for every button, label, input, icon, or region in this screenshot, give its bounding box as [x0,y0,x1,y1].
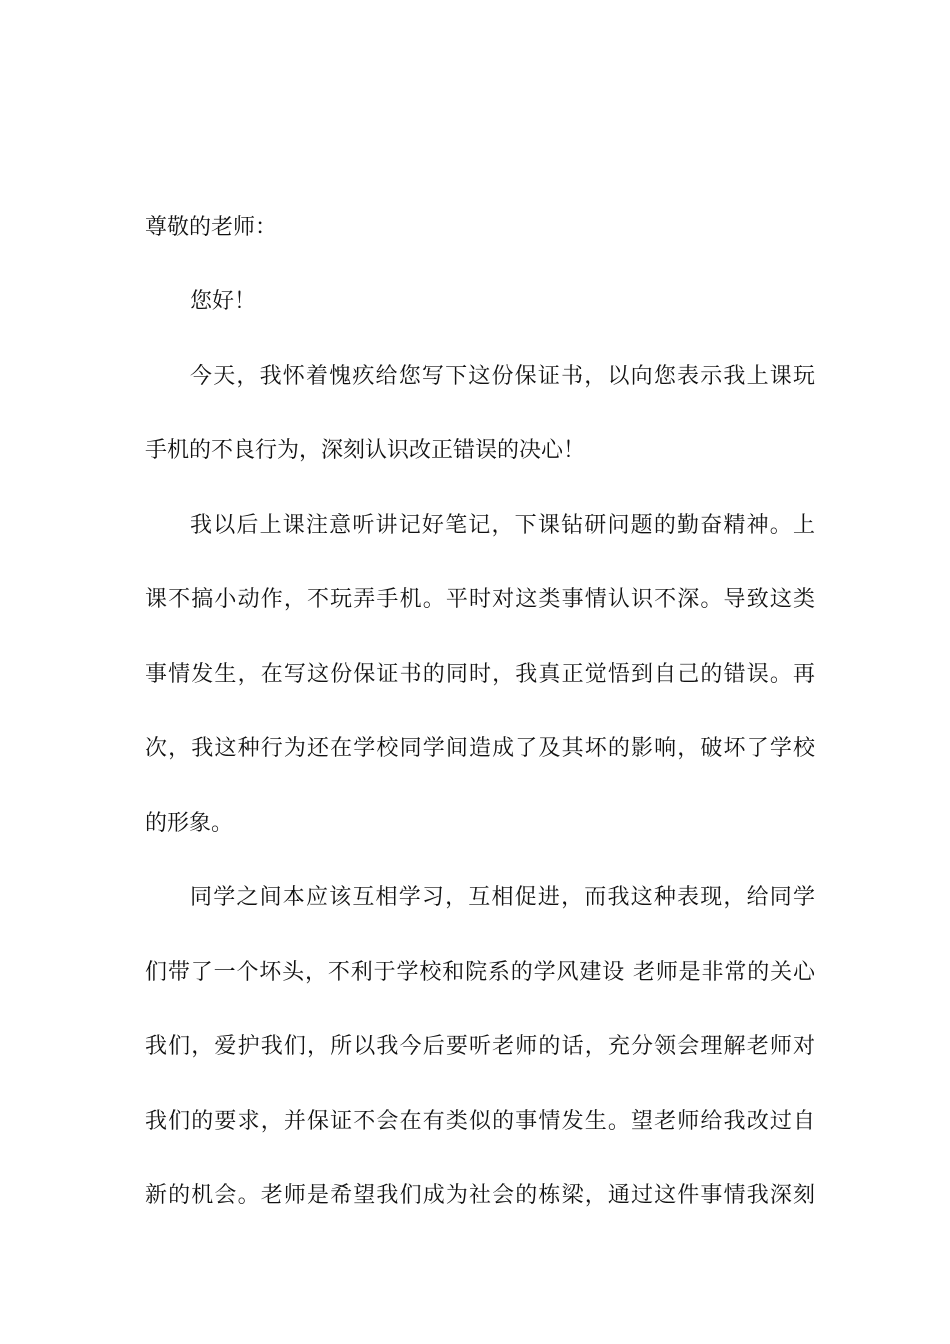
paragraph-line: 我们，爱护我们，所以我今后要听老师的话，充分领会理解老师对 [145,1034,815,1059]
paragraph-line: 次，我这种行为还在学校同学间造成了及其坏的影响，破坏了学校 [145,736,815,761]
salutation: 尊敬的老师： [145,215,278,240]
paragraph-line: 新的机会。老师是希望我们成为社会的栋梁，通过这件事情我深刻 [145,1183,815,1208]
paragraph-line: 课不搞小动作，不玩弄手机。平时对这类事情认识不深。导致这类 [145,587,815,612]
paragraph-line: 同学之间本应该互相学习，互相促进，而我这种表现，给同学 [190,885,815,910]
paragraph-line: 们带了一个坏头，不利于学校和院系的学风建设 老师是非常的关心 [145,960,815,985]
paragraph-line: 事情发生，在写这份保证书的同时，我真正觉悟到自己的错误。再 [145,662,815,687]
paragraph-line: 我们的要求，并保证不会在有类似的事情发生。望老师给我改过自 [145,1109,815,1134]
paragraph-line: 我以后上课注意听讲记好笔记，下课钻研问题的勤奋精神。上 [190,513,815,538]
paragraph-line: 手机的不良行为，深刻认识改正错误的决心！ [145,438,586,463]
paragraph-line: 今天，我怀着愧疚给您写下这份保证书，以向您表示我上课玩 [190,364,815,389]
greeting: 您好！ [190,289,257,314]
paragraph-line: 的形象。 [145,811,234,836]
